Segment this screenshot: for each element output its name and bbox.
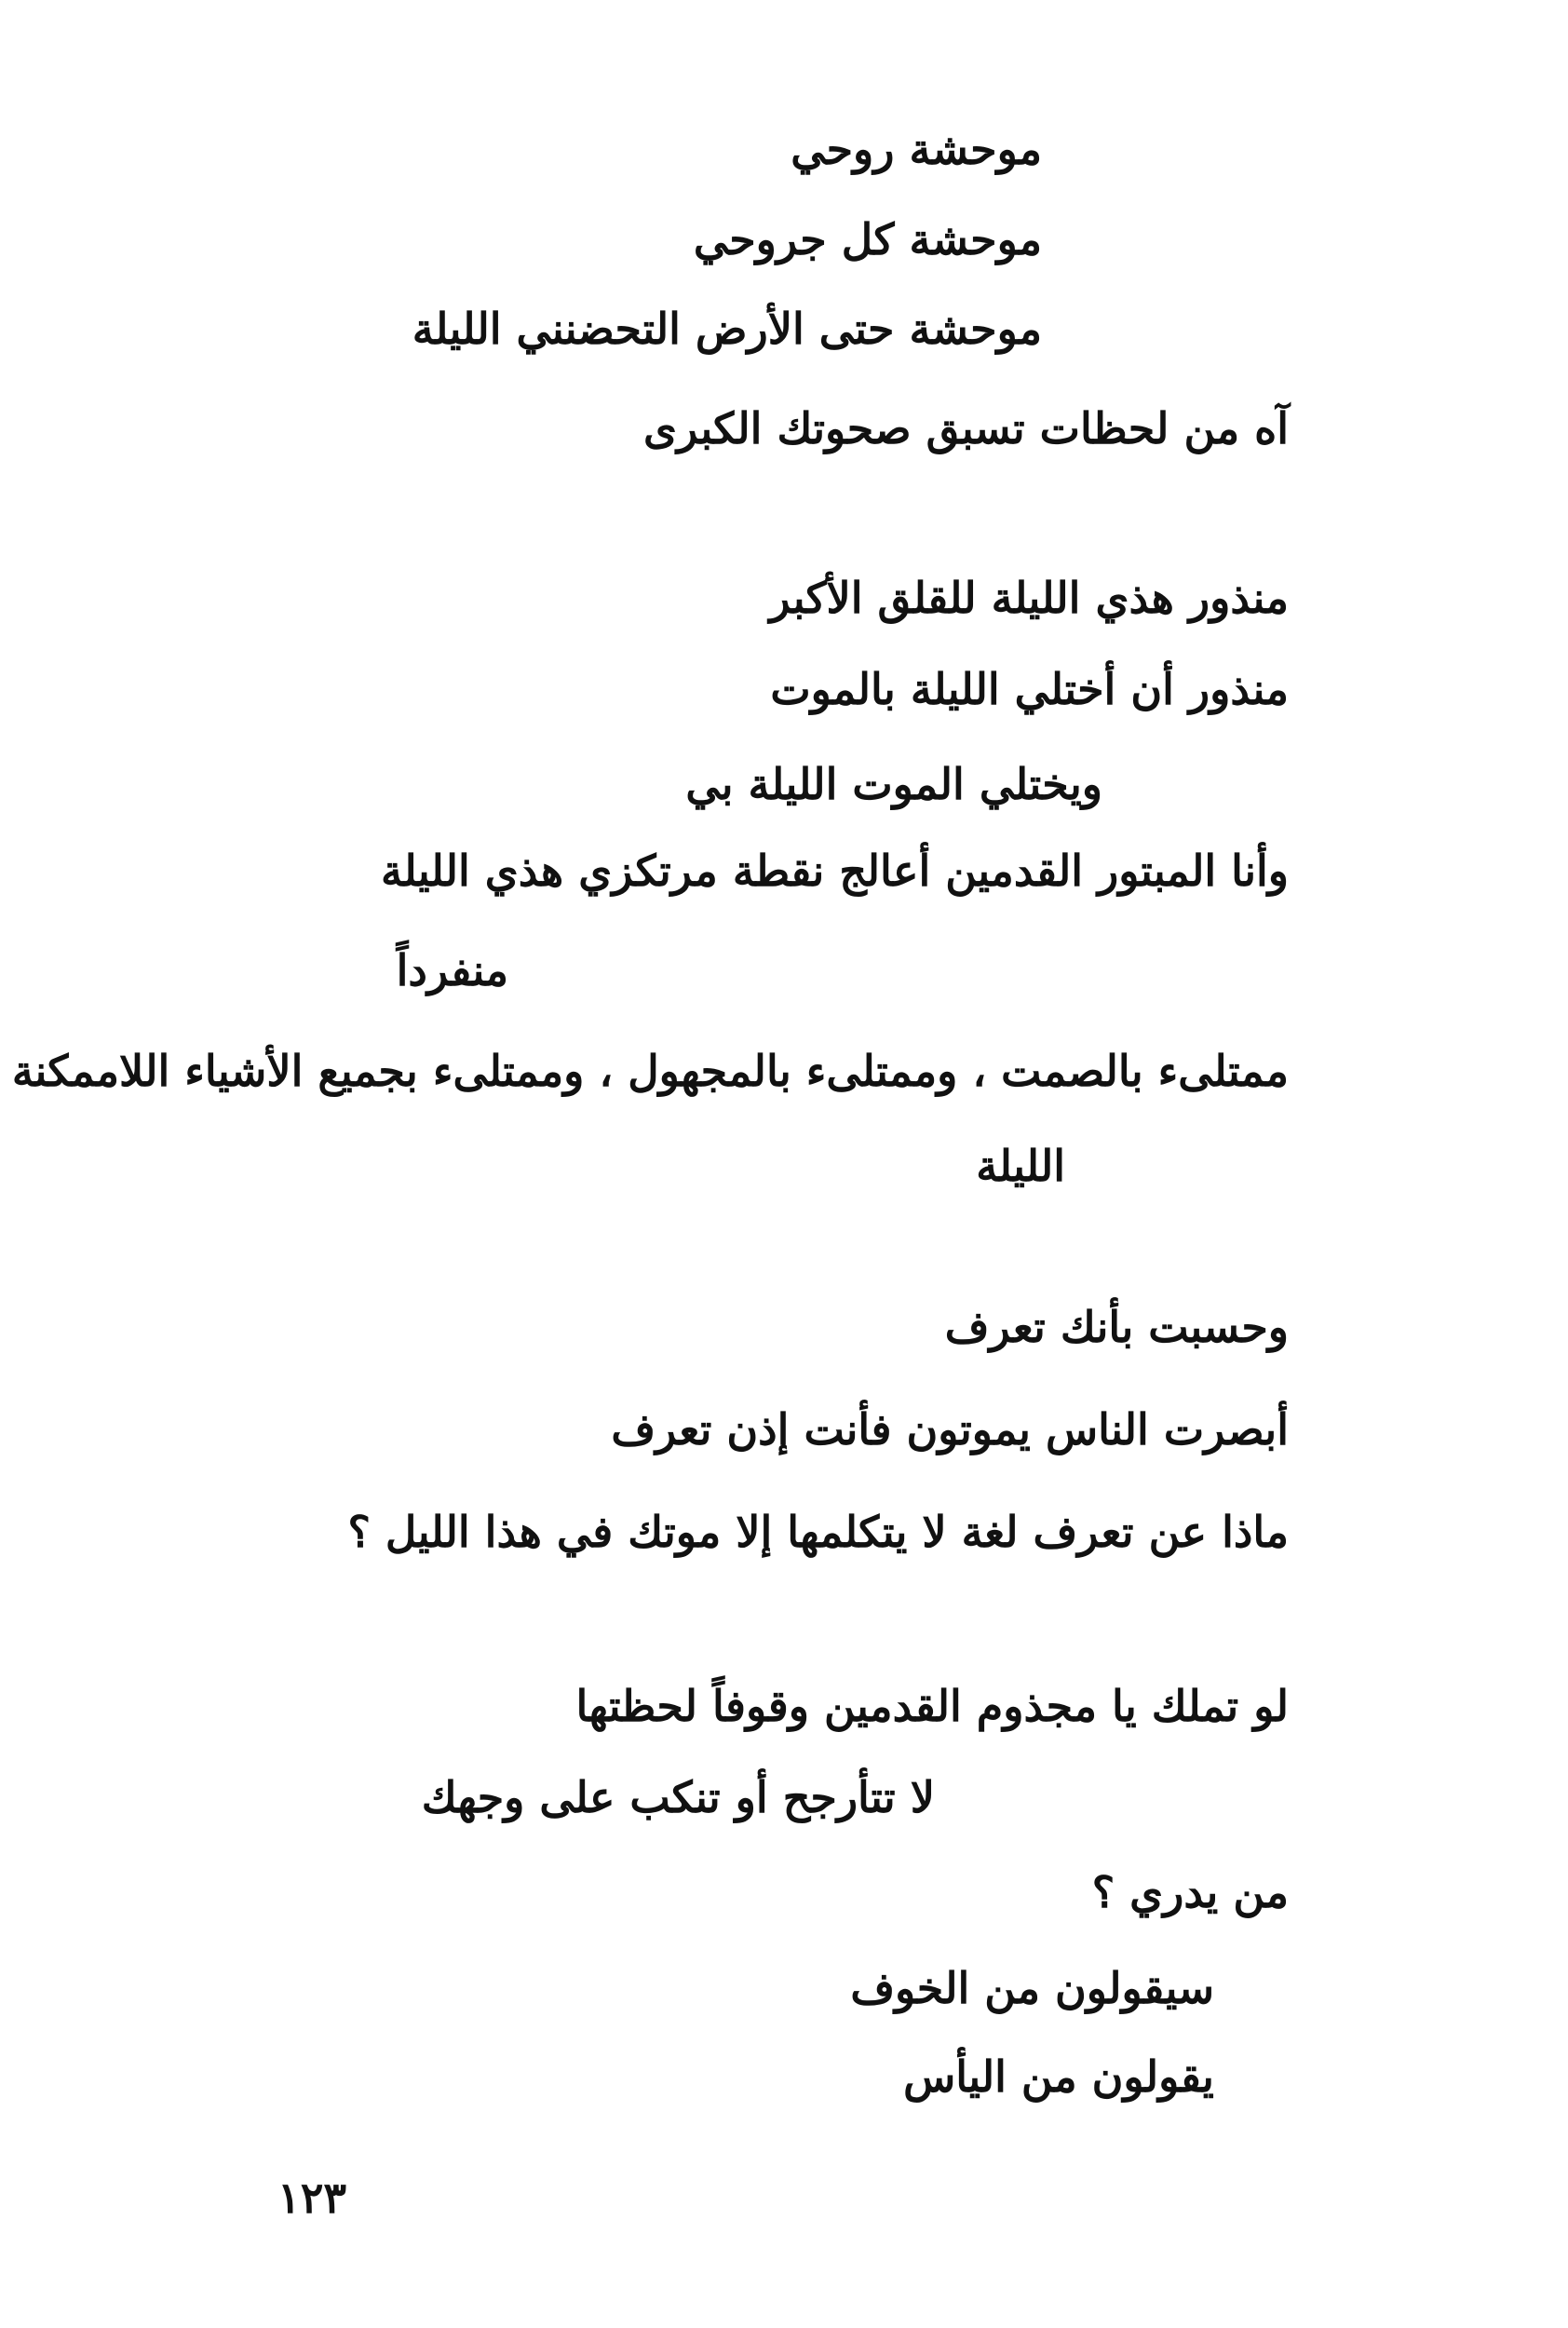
page-number: ١٢٣ (277, 2172, 347, 2223)
poem-line-8: وأنا المبتور القدمين أعالج نقطة مرتكزي هذي الليلة (380, 846, 1289, 896)
poem-line-16: لا تتأرجح أو تنكب على وجهك (421, 1772, 935, 1822)
poem-line-14: ماذا عن تعرف لغة لا يتكلمها إلا موتك في هذا الليل ؟ (347, 1507, 1289, 1557)
poem-line-13: أبصرت الناس يموتون فأنت إذن تعرف (611, 1404, 1289, 1455)
poem-line-19: يقولون من اليأس (903, 2051, 1214, 2102)
poem-line-4: آه من لحظات تسبق صحوتك الكبرى (642, 403, 1289, 453)
poem-line-7: ويختلي الموت الليلة بي (685, 759, 1102, 809)
poem-line-12: وحسبت بأنك تعرف (944, 1302, 1289, 1352)
poem-line-5: منذور هذي الليلة للقلق الأكبر (769, 573, 1289, 623)
poem-line-11: الليلة (976, 1141, 1065, 1191)
poem-line-6: منذور أن أختلي الليلة بالموت (770, 664, 1289, 714)
poem-line-17: من يدري ؟ (1091, 1867, 1289, 1917)
poem-line-10: ممتلىء بالصمت ، وممتلىء بالمجهول ، وممتلىء بجميع الأشياء اللاممكنة (11, 1046, 1289, 1096)
poem-line-3: موحشة حتى الأرض التحضنني الليلة (412, 304, 1042, 354)
poem-line-1: موحشة روحي (791, 124, 1042, 174)
poem-line-2: موحشة كل جروحي (693, 214, 1042, 264)
poem-line-18: سيقولون من الخوف (850, 1963, 1214, 2013)
poem-line-9: منفرداً (396, 945, 508, 995)
poem-line-15: لو تملك يا مجذوم القدمين وقوفاً لحظتها (575, 1681, 1289, 1731)
